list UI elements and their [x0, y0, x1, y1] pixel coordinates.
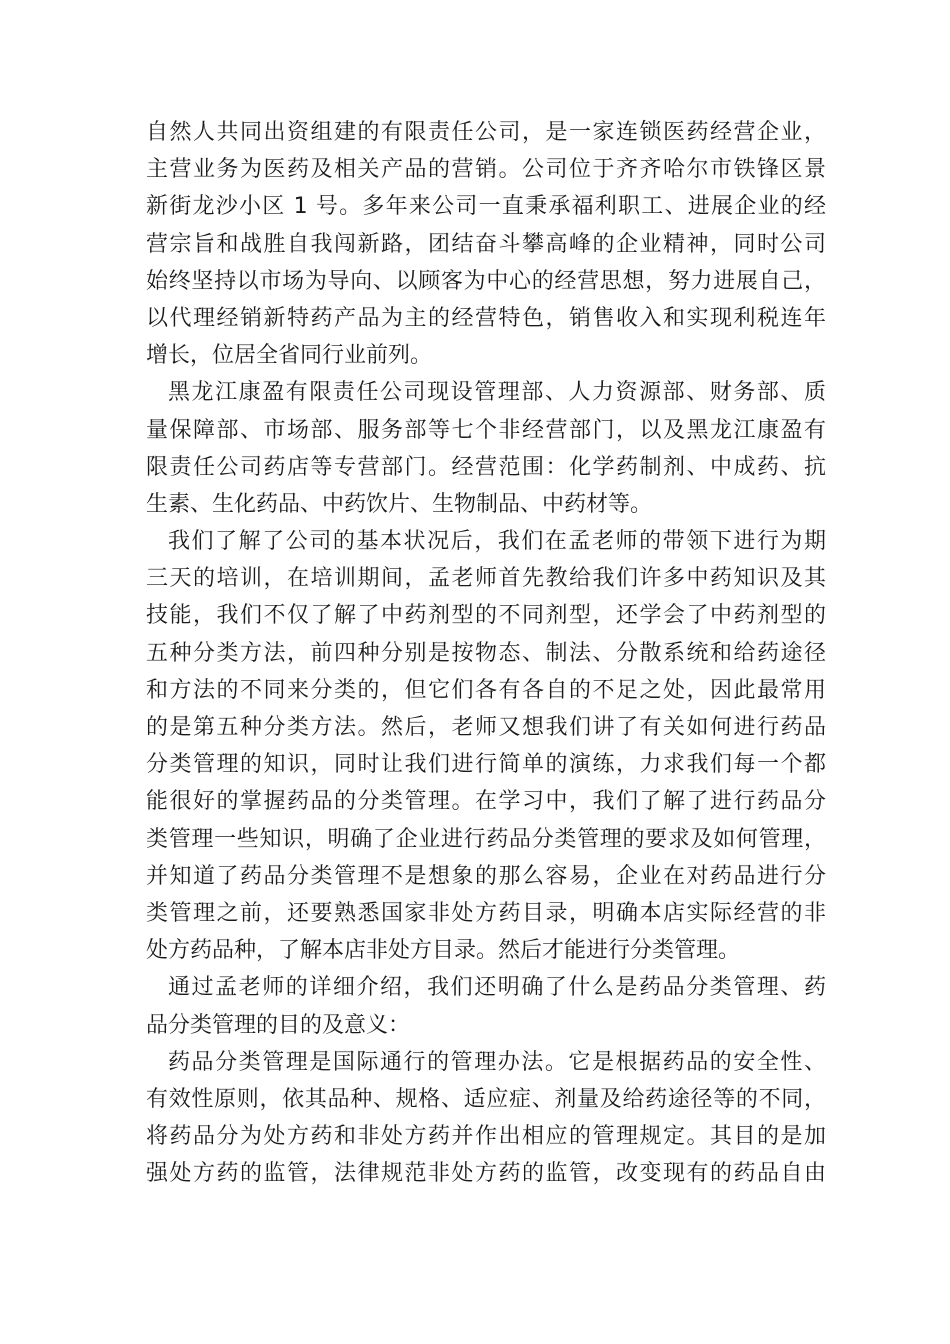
text-line: 处方药品种，了解本店非处方目录。然后才能进行分类管理。	[146, 938, 741, 964]
text-line: 通过孟老师的详细介绍，我们还明确了什么是药品分类管理、药	[168, 975, 826, 1001]
body-text	[146, 114, 826, 1192]
text-line: 主营业务为医药及相关产品的营销。公司位于齐齐哈尔市铁锋区景	[146, 157, 826, 183]
text-line: 三天的培训，在培训期间，孟老师首先教给我们许多中药知识及其	[146, 566, 826, 592]
text-line: 量保障部、市场部、服务部等七个非经营部门，以及黑龙江康盈有	[146, 417, 826, 443]
text-line: 自然人共同出资组建的有限责任公司，是一家连锁医药经营企业，	[146, 120, 826, 145]
text-line: 能很好的掌握药品的分类管理。在学习中，我们了解了进行药品分	[146, 789, 826, 815]
text-line: 有效性原则，依其品种、规格、适应症、剂量及给药途径等的不同，	[146, 1086, 826, 1112]
text-line: 类管理之前，还要熟悉国家非处方药目录，明确本店实际经营的非	[146, 900, 826, 926]
text-line: 五种分类方法，前四种分别是按物态、制法、分散系统和给药途径	[146, 640, 826, 666]
text-line: 黑龙江康盈有限责任公司现设管理部、人力资源部、财务部、质	[168, 380, 826, 406]
text-line: 增长，位居全省同行业前列。	[146, 343, 433, 369]
text-line: 和方法的不同来分类的，但它们各有各自的不足之处，因此最常用	[146, 677, 826, 703]
text-line: 以代理经销新特药产品为主的经营特色，销售收入和实现利税连年	[146, 305, 826, 331]
text-line: 新街龙沙小区 1 号。多年来公司一直秉承福利职工、进展企业的经	[146, 194, 826, 220]
text-line: 始终坚持以市场为导向、以顾客为中心的经营思想，努力进展自己，	[146, 268, 826, 294]
text-line: 并知道了药品分类管理不是想象的那么容易，企业在对药品进行分	[146, 863, 826, 889]
text-line: 营宗旨和战胜自我闯新路，团结奋斗攀高峰的企业精神，同时公司	[146, 231, 826, 257]
text-line: 我们了解了公司的基本状况后，我们在孟老师的带领下进行为期	[168, 529, 826, 555]
text-line: 限责任公司药店等专营部门。经营范围：化学药制剂、中成药、抗	[146, 454, 826, 480]
text-line: 药品分类管理是国际通行的管理办法。它是根据药品的安全性、	[168, 1049, 826, 1075]
text-line: 的是第五种分类方法。然后，老师又想我们讲了有关如何进行药品	[146, 715, 826, 740]
text-line: 分类管理的知识，同时让我们进行简单的演练，力求我们每一个都	[146, 752, 826, 778]
text-line: 技能，我们不仅了解了中药剂型的不同剂型，还学会了中药剂型的	[146, 603, 826, 629]
text-line: 品分类管理的目的及意义：	[146, 1012, 411, 1038]
text-line: 类管理一些知识，明确了企业进行药品分类管理的要求及如何管理，	[146, 826, 826, 852]
text-line: 强处方药的监管，法律规范非处方药的监管，改变现有的药品自由	[146, 1161, 826, 1187]
text-line: 生素、生化药品、中药饮片、生物制品、中药材等。	[146, 491, 653, 517]
text-line: 将药品分为处方药和非处方药并作出相应的管理规定。其目的是加	[146, 1124, 826, 1150]
